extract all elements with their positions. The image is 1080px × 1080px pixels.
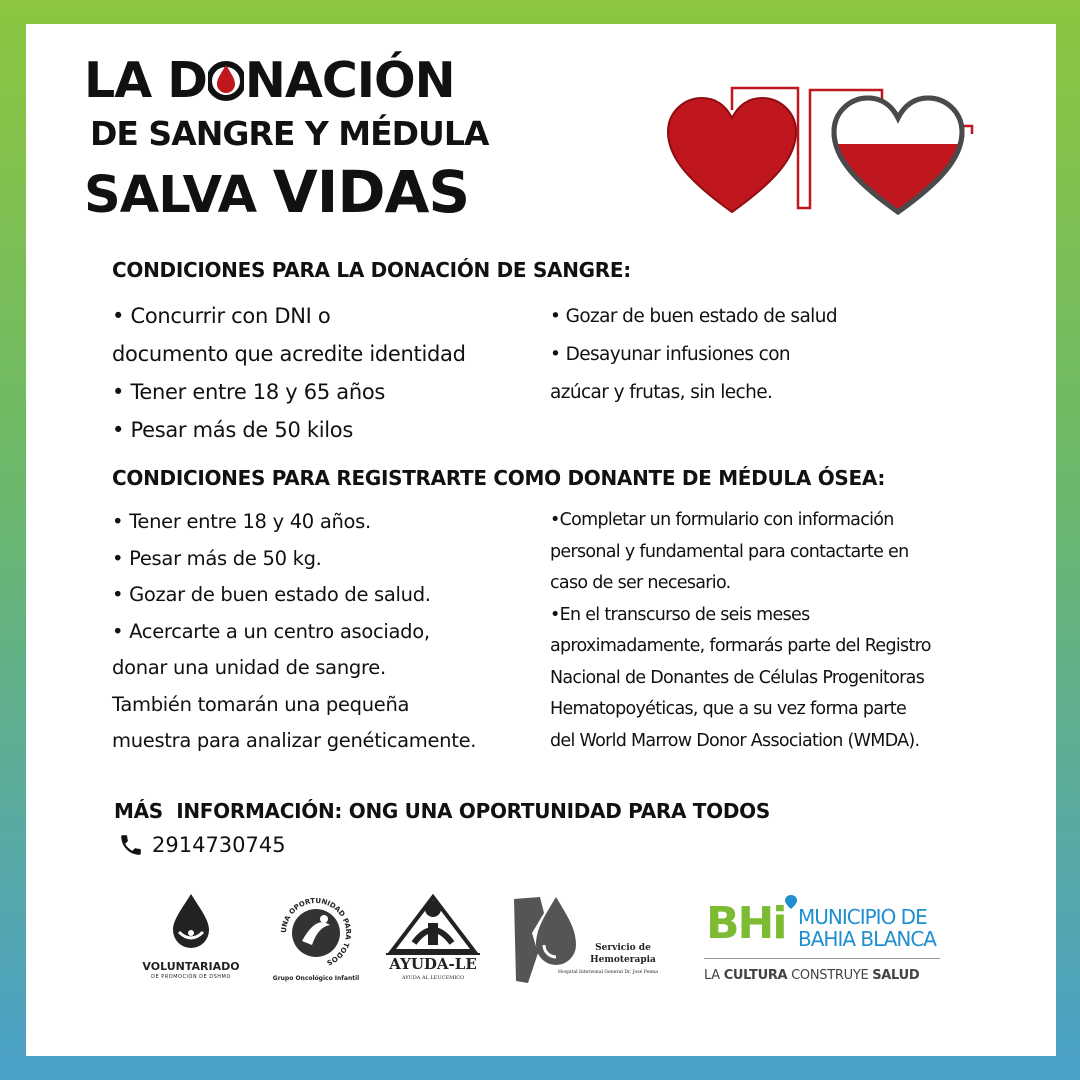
list-item: caso de ser necesario.: [550, 573, 731, 593]
municipio-name: [798, 906, 936, 950]
oportunidad-sub: Grupo Oncológico Infantil: [272, 975, 360, 982]
phone-row: [118, 830, 286, 860]
oportunidad-ring-text: UNA OPORTUNIDAD PARA TODOS: [279, 896, 353, 967]
ayudale-emblem-icon: [386, 893, 480, 953]
title-text-b: NACIÓN: [244, 52, 455, 109]
municipio-tagline: [704, 968, 919, 983]
municipio-divider: [704, 958, 940, 959]
logo-municipio-bahia-blanca: [704, 900, 954, 994]
list-item: donar una unidad de sangre.: [112, 656, 386, 679]
bhi-mark: [706, 898, 786, 949]
list-item: Hematopoyéticas, que a su vez forma parte: [550, 699, 907, 719]
title-line-3: [84, 158, 469, 226]
list-item: • Pesar más de 50 kg.: [112, 546, 322, 570]
blood-conditions-left: [112, 297, 466, 449]
bhi-mark-i: i: [772, 898, 786, 949]
oportunidad-emblem-icon: [278, 895, 354, 971]
list-item: •Completar un formulario con información: [550, 510, 894, 530]
phone-number[interactable]: 2914730745: [152, 833, 286, 857]
title-vidas: VIDAS: [272, 158, 470, 226]
more-info-line: MÁS INFORMACIÓN: ONG UNA OPORTUNIDAD PARA TODOS: [114, 799, 770, 823]
marrow-conditions-right: [550, 505, 931, 757]
tagline-cultura: CULTURA: [723, 968, 788, 983]
list-item: • Gozar de buen estado de salud.: [112, 583, 431, 606]
list-item: personal y fundamental para contactarte en: [550, 541, 909, 562]
list-item: •En el transcurso de seis meses: [550, 604, 810, 625]
list-item: • Pesar más de 50 kilos: [112, 418, 353, 442]
voluntariado-name: VOLUNTARIADO: [142, 960, 240, 973]
logo-ayudale: [386, 893, 480, 989]
list-item: • Concurrir con DNI o: [112, 304, 331, 328]
municipio-name-line1: MUNICIPIO DE: [798, 905, 927, 929]
list-item: documento que acredite identidad: [112, 342, 466, 366]
list-item: También tomarán una pequeña: [112, 692, 410, 716]
list-item: • Tener entre 18 y 40 años.: [112, 510, 371, 533]
municipio-name-line2: BAHIA BLANCA: [798, 927, 936, 951]
tagline-construye: CONSTRUYE: [791, 968, 869, 983]
list-item: del World Marrow Donor Association (WMDA).: [550, 730, 920, 751]
blood-drop-icon: [208, 57, 244, 101]
hemoterapia-line2: Hemoterapia: [590, 955, 656, 965]
tagline-salud: SALUD: [872, 968, 920, 983]
tagline-la: LA: [704, 968, 720, 983]
title-text-a: LA D: [84, 52, 207, 109]
ayudale-name: AYUDA-LE: [386, 953, 480, 973]
logo-hemoterapia: [510, 893, 680, 989]
bhi-pin-icon: [784, 894, 798, 910]
list-item: • Gozar de buen estado de salud: [550, 306, 837, 327]
hemoterapia-line3: Hospital Interzonal General Dr. José Penna: [557, 970, 659, 975]
full-heart-icon: [668, 98, 796, 212]
list-item: aproximadamente, formarás parte del Registro: [550, 636, 931, 656]
voluntariado-sub: DE PROMOCIÓN DE DSHMO: [151, 974, 231, 980]
list-item: muestra para analizar genéticamente.: [112, 729, 477, 752]
title-line-1: [84, 52, 455, 109]
list-item: • Tener entre 18 y 65 años: [112, 380, 386, 404]
hemoterapia-line1: Servicio de: [595, 943, 651, 953]
logo-una-oportunidad: [266, 895, 366, 995]
marrow-conditions-heading: CONDICIONES PARA REGISTRARTE COMO DONANTE DE MÉDULA ÓSEA:: [112, 466, 886, 490]
hearts-transfusion-illustration: [660, 78, 980, 228]
list-item: azúcar y frutas, sin leche.: [550, 382, 773, 403]
ayudale-sub: AYUDA AL LEUCEMICO: [401, 975, 465, 981]
list-item: • Desayunar infusiones con: [550, 344, 791, 365]
blood-conditions-right: [550, 298, 837, 412]
phone-icon: [118, 832, 144, 858]
drop-hands-icon: [169, 892, 213, 954]
logo-voluntariado: [136, 892, 246, 992]
bhi-mark-bh: BH: [706, 898, 773, 949]
blood-conditions-heading: CONDICIONES PARA LA DONACIÓN DE SANGRE:: [112, 258, 631, 282]
title-line-2: DE SANGRE Y MÉDULA: [90, 114, 489, 153]
title-salva: SALVA: [84, 166, 257, 225]
list-item: Nacional de Donantes de Células Progenitoras: [550, 667, 925, 688]
list-item: • Acercarte a un centro asociado,: [112, 619, 430, 643]
marrow-conditions-left: [112, 504, 476, 760]
